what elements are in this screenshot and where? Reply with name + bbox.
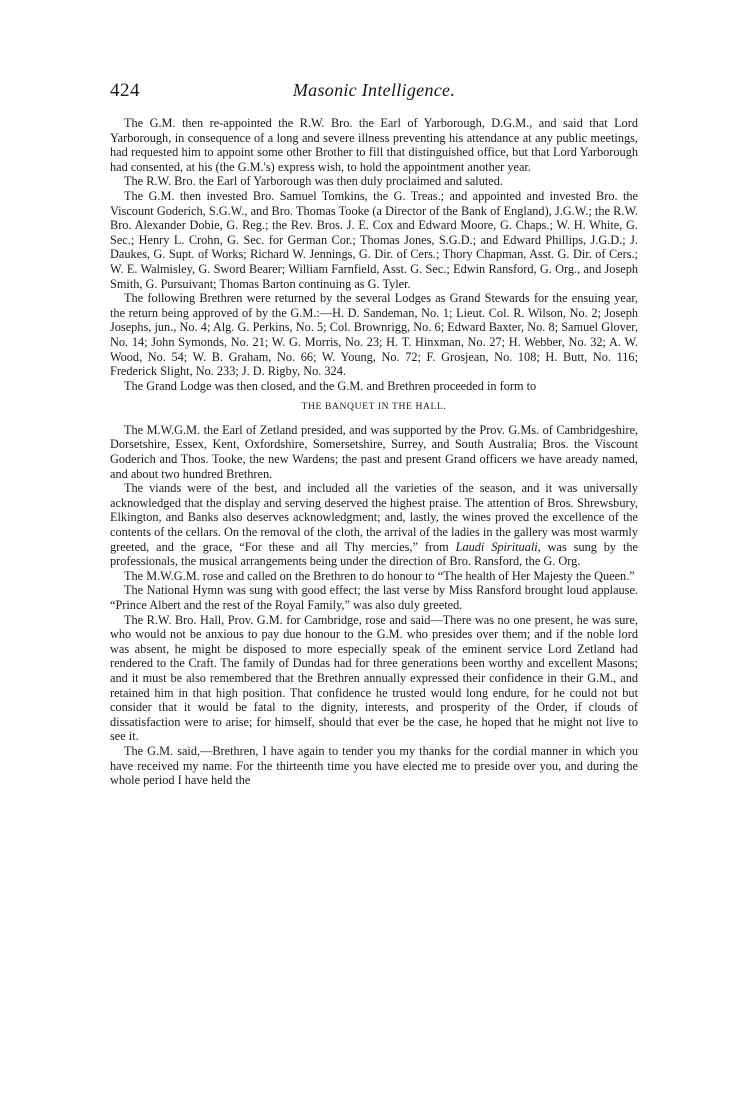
- page-header: [110, 80, 638, 104]
- paragraph-health-of-queen: The M.W.G.M. rose and called on the Brethren to do honour to “The health of Her Majesty the Queen.”: [124, 568, 635, 583]
- running-title: Masonic Intelligence.: [292, 80, 456, 100]
- paragraph-gm-reply: The G.M. said,—Brethren, I have again to tender you my thanks for the cordial manner in which you have received my name. For the thirteenth time you have elected me to preside over you, and during the whole period I have held the: [110, 743, 638, 788]
- paragraph-banquet-presided: The M.W.G.M. the Earl of Zetland presided, and was supported by the Prov. G.Ms. of Cambridgeshire, Dorsetshire, Essex, Kent, Oxfordshire, Somersetshire, Surrey, and South Australia; Bros. the Viscount Goderich and Thos. Tooke, the new Wardens; the past and present Grand officers we have aready named, and about two hundred Brethren.: [110, 422, 638, 481]
- paragraph-grand-stewards: The following Brethren were returned by the several Lodges as Grand Stewards for the ensuing year, the return being approved of by the G.M.:—H. D. Sandeman, No. 1; Lieut. Col. R. Wilson, No. 2; Joseph Josephs, jun., No. 4; Alg. G. Perkins, No. 5; Col. Brownrigg, No. 6; Edward Baxter, No. 8; Samuel Glover, No. 14; John Symonds, No. 21; W. G. Morris, No. 23; H. T. Hinxman, No. 27; H. Webber, No. 32; A. W. Wood, No. 54; W. B. Graham, No. 66; W. Young, No. 72; F. Grosjean, No. 108; H. Butt, No. 116; Frederick Slight, No. 233; J. D. Rigby, No. 324.: [110, 291, 638, 379]
- section-heading: THE BANQUET IN THE HALL.: [301, 401, 447, 413]
- paragraph-national-hymn: The National Hymn was sung with good effect; the last verse by Miss Ransford brought loud applause. “Prince Albert and the rest of the Royal Family,” was also duly greeted.: [110, 583, 638, 612]
- paragraph-viands: The viands were of the best, and included all the varieties of the season, and it was universally acknowledged that the display and serving deserved the highest praise. The attention of Bros. Shrewsbury, Elkington, and Banks also deserves acknowledgment; and, lastly, the wines proved the excellence of the contents of the cellars. On the removal of the cloth, the arrival of the ladies in the gallery was most warmly greeted, and the grace, “For these and all Thy mercies,” from Laudi Spirituali, was sung by the professionals, the musical arrangements being under the direction of Bro. Ransford, the G. Org.: [110, 481, 638, 569]
- work-title: Laudi Spirituali: [455, 539, 538, 554]
- paragraph-yarborough-reappointed: The G.M. then re-appointed the R.W. Bro. the Earl of Yarborough, D.G.M., and said that Lord Yarborough, in consequence of a long and severe illness preventing his attendance at any public meetings, had requested him to appoint some other Brother to fill that distinguished office, but that Lord Yarborough had consented, at his (the G.M.'s) express wish, to hold the appointment another year.: [110, 116, 638, 174]
- paragraph-officers-invested: The G.M. then invested Bro. Samuel Tomkins, the G. Treas.; and appointed and invested Bro. the Viscount Goderich, S.G.W., and Bro. Thomas Tooke (a Director of the Bank of England), J.G.W.; the R.W. Bro. Alexander Dobie, G. Reg.; the Rev. Bros. J. E. Cox and Edward Moore, G. Chaps.; W. H. White, G. Sec.; Henry L. Crohn, G. Sec. for German Cor.; Thomas Jones, S.G.D.; and Edward Phillips, J.G.D.; J. Daukes, G. Supt. of Works; Richard W. Jennings, G. Dir. of Cers.; Thory Chapman, Asst. G. Dir. of Cers.; W. E. Walmisley, G. Sword Bearer; William Farnfield, Asst. G. Sec.; Edwin Ransford, G. Org., and Joseph Smith, G. Pursuivant; Thomas Barton continuing as G. Tyler.: [110, 188, 638, 291]
- page-number: 424: [110, 80, 140, 101]
- paragraph-bro-hall-speech: The R.W. Bro. Hall, Prov. G.M. for Cambridge, rose and said—There was no one present, he was sure, who would not be anxious to pay due honour to the G.M. who presides over them; and if the noble lord was absent, he might be disposed to more especially speak of the eminent service Lord Zetland had rendered to the Craft. The family of Dundas had for three generations been worthy and excellent Masons; and it must be also remembered that the Brethren annually expressed their confidence in their G.M., and retained him in that high position. That confidence he trusted would long endure, for he could not but consider that it would be fatal to the dignity, interests, and prosperity of the Order, if clouds of dissatisfaction were to arise; for himself, should that ever be the case, he hoped that he might not live to see it.: [110, 612, 638, 744]
- paragraph-lodge-closed: The Grand Lodge was then closed, and the G.M. and Brethren proceeded in form to: [124, 378, 537, 393]
- paragraph-yarborough-proclaimed: The R.W. Bro. the Earl of Yarborough was then duly proclaimed and saluted.: [124, 174, 503, 189]
- article-body: [110, 116, 638, 788]
